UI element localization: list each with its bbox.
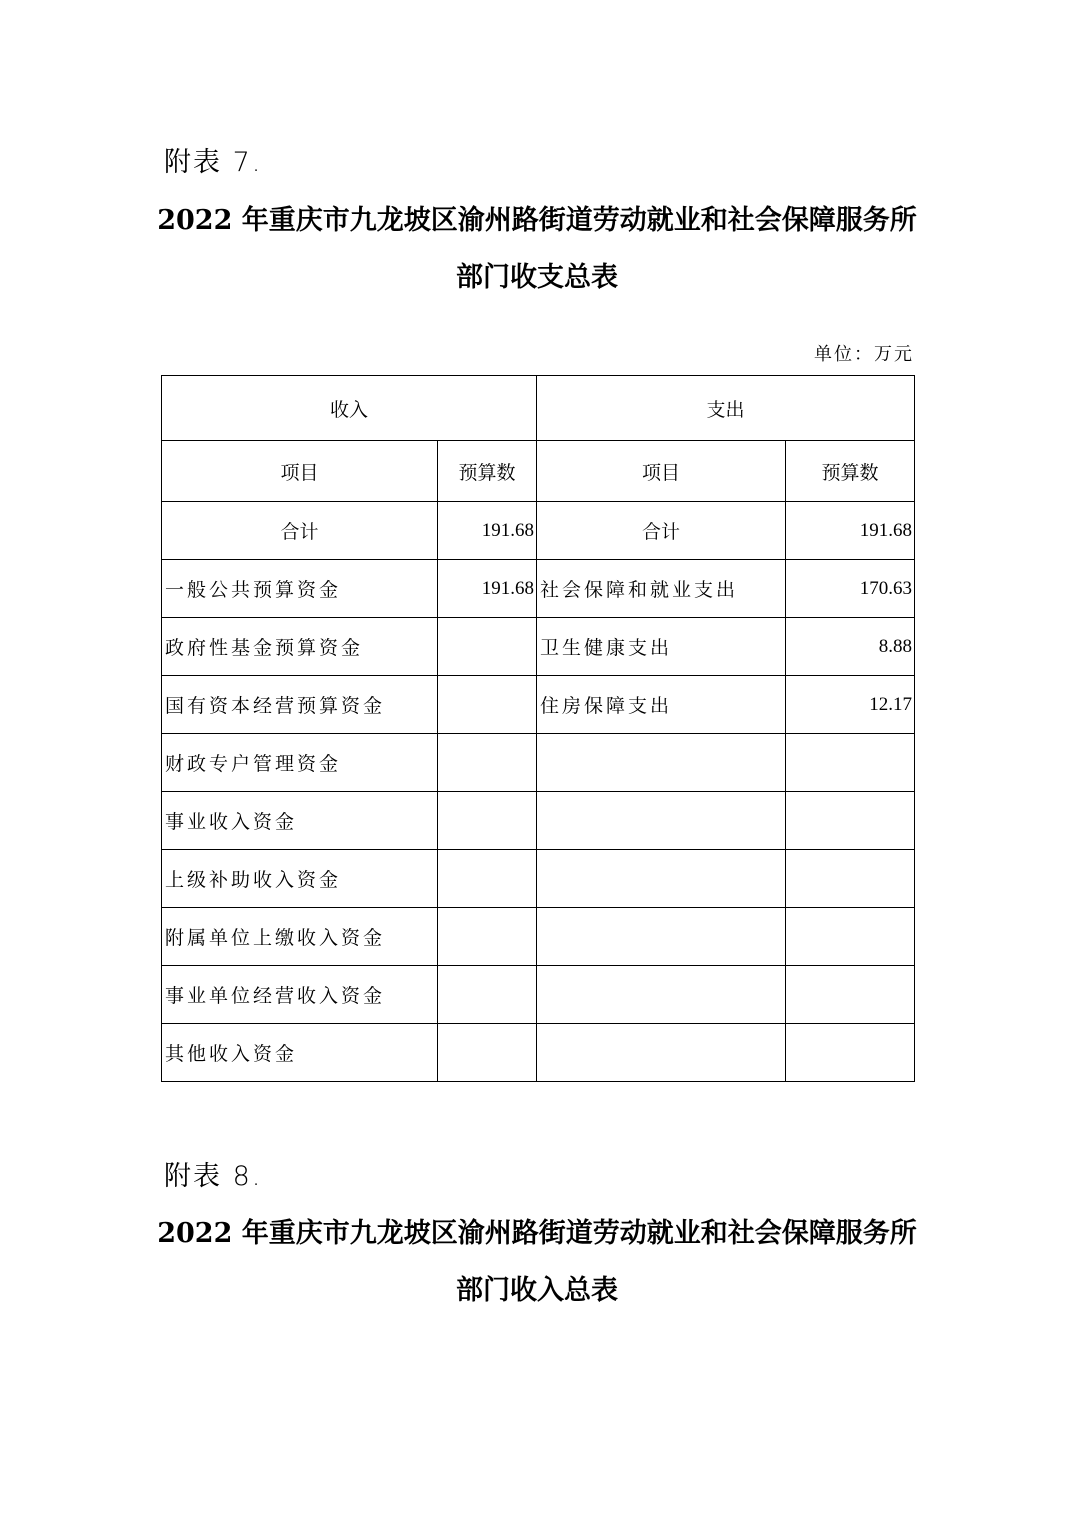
expense-item: 卫生健康支出 (537, 618, 786, 676)
table-row (162, 908, 915, 966)
table-row (162, 850, 915, 908)
expense-value (786, 908, 915, 966)
income-item: 事业单位经营收入资金 (162, 966, 438, 1024)
table-title-line1: 2022 年重庆市九龙坡区渝州路街道劳动就业和社会保障服务所 (157, 1218, 917, 1249)
expense-value: 8.88 (786, 618, 915, 676)
income-item: 上级补助收入资金 (162, 850, 438, 908)
income-item: 事业收入资金 (162, 792, 438, 850)
table-row (162, 618, 915, 676)
income-item: 国有资本经营预算资金 (162, 676, 438, 734)
income-value (438, 966, 537, 1024)
income-budget-header: 预算数 (438, 441, 537, 502)
income-item-header: 项目 (162, 441, 438, 502)
income-value (438, 850, 537, 908)
income-item: 附属单位上缴收入资金 (162, 908, 438, 966)
income-total-label: 合计 (162, 502, 438, 560)
table-row (162, 1024, 915, 1082)
income-value (438, 792, 537, 850)
income-total-value: 191.68 (438, 502, 537, 560)
expense-budget-header: 预算数 (786, 441, 915, 502)
expense-item (537, 792, 786, 850)
table-row (162, 560, 915, 618)
income-value (438, 908, 537, 966)
expense-value (786, 850, 915, 908)
income-header: 收入 (162, 376, 537, 441)
expense-value: 12.17 (786, 676, 915, 734)
income-item: 政府性基金预算资金 (162, 618, 438, 676)
revenue-expenditure-table (161, 375, 915, 1082)
expense-header: 支出 (537, 376, 915, 441)
table-row (162, 966, 915, 1024)
expense-item (537, 1024, 786, 1082)
table-subheader-row (162, 441, 915, 502)
table-title-line2: 部门收支总表 (456, 262, 618, 293)
expense-value (786, 734, 915, 792)
expense-value: 170.63 (786, 560, 915, 618)
expense-value (786, 792, 915, 850)
expense-item-header: 项目 (537, 441, 786, 502)
income-value (438, 676, 537, 734)
income-item: 其他收入资金 (162, 1024, 438, 1082)
income-value: 191.68 (438, 560, 537, 618)
expense-total-value: 191.68 (786, 502, 915, 560)
unit-label: 单位：万元 (814, 344, 914, 365)
expense-item (537, 908, 786, 966)
expense-value (786, 966, 915, 1024)
income-item: 一般公共预算资金 (162, 560, 438, 618)
table-title-line1: 2022 年重庆市九龙坡区渝州路街道劳动就业和社会保障服务所 (157, 205, 917, 236)
attachment-label-7: 附表 7. (164, 147, 263, 178)
table-header-row (162, 376, 915, 441)
table-row (162, 734, 915, 792)
expense-item (537, 850, 786, 908)
expense-item: 社会保障和就业支出 (537, 560, 786, 618)
expense-item (537, 966, 786, 1024)
income-value (438, 734, 537, 792)
table-row (162, 676, 915, 734)
income-value (438, 618, 537, 676)
expense-total-label: 合计 (537, 502, 786, 560)
attachment-label-8: 附表 8. (164, 1161, 263, 1192)
table-title-line2: 部门收入总表 (456, 1275, 618, 1306)
expense-item (537, 734, 786, 792)
table-row (162, 792, 915, 850)
expense-value (786, 1024, 915, 1082)
total-row (162, 502, 915, 560)
expense-item: 住房保障支出 (537, 676, 786, 734)
income-value (438, 1024, 537, 1082)
income-item: 财政专户管理资金 (162, 734, 438, 792)
